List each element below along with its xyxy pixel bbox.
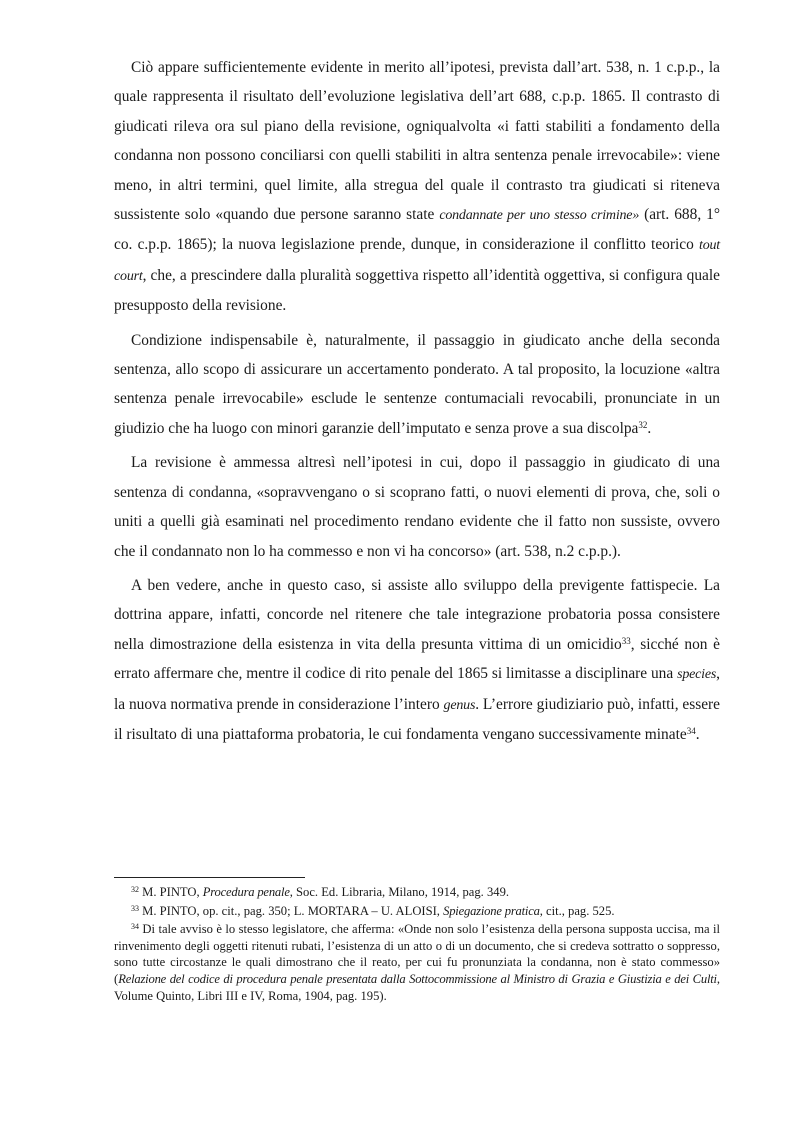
paragraph-text: . bbox=[647, 419, 652, 437]
paragraph-text: (art. 688, 1° co. c.p.p. 1865); la nuova legislazione prende, dunque, in considerazione il conflitto teorico bbox=[114, 206, 720, 254]
paragraph-text: La revisione è ammessa altresì nell’ipotesi in cui, dopo il passaggio in giudicato di una sentenza di condanna, «sopravvengano o si scoprano fatti, o nuovi elementi di prova, che, soli o uniti a quelli già esaminati nel procedimento rendano evidente che il fatto non sussiste, ovvero che il condannato non lo ha commesso e non vi ha concorso» (art. 538, n.2 c.p.p.). bbox=[114, 454, 720, 560]
footnote-ref-32[interactable]: 32 bbox=[638, 419, 648, 430]
document-body bbox=[114, 53, 720, 754]
footnote-text: , Soc. Ed. Libraria, Milano, 1914, pag. 349. bbox=[289, 885, 510, 899]
footnote-34 bbox=[114, 921, 720, 1004]
italic-quote: condannate per uno stesso crimine» bbox=[439, 208, 640, 224]
paragraph-4 bbox=[114, 571, 720, 749]
footnote-33 bbox=[114, 903, 720, 920]
footnote-number: 34 bbox=[131, 922, 139, 932]
footnote-text: M. PINTO, bbox=[139, 885, 203, 899]
footnote-text: Di tale avviso è lo stesso legislatore, che afferma: «Onde non solo l’esistenza della persona supposta uccisa, ma il rinvenimento degli oggetti ritenuti rubati, l’esistenza di un atto o di un documento, che si credeva sottratto o soppresso, sono tutte circostanze le quali dimostrano che il reato, per cui fu pronunziata la condanna, non è stato commesso» ( bbox=[114, 922, 720, 986]
footnote-ref-34[interactable]: 34 bbox=[686, 725, 696, 736]
paragraph-3 bbox=[114, 448, 720, 566]
footnote-italic: Spiegazione pratica bbox=[443, 903, 540, 918]
paragraph-text: . bbox=[695, 725, 700, 743]
footnote-32 bbox=[114, 884, 720, 901]
paragraph-2 bbox=[114, 326, 720, 444]
paragraph-text: A ben vedere, anche in questo caso, si assiste allo sviluppo della previgente fattispecie. La dottrina appare, infatti, concorde nel ritenere che tale integrazione probatoria possa consistere nella dimostrazione della esistenza in vita della presunta vittima di un omicidio bbox=[114, 576, 720, 653]
footnote-text: M. PINTO, op. cit., pag. 350; L. MORTARA – U. ALOISI, bbox=[139, 903, 444, 918]
footnote-italic: Relazione del codice di procedura penale presentata dalla Sottocommissione al Ministro di Grazia e Giustizia e dei Culti bbox=[118, 971, 717, 986]
footnote-text: , cit., pag. 525. bbox=[539, 903, 615, 918]
footnote-ref-33[interactable]: 33 bbox=[621, 635, 631, 646]
paragraph-text: , sicché non è errato affermare che, mentre il codice di rito penale del 1865 si limitasse a disciplinare una bbox=[114, 635, 720, 683]
paragraph-text: . L’errore giudiziario può, infatti, essere il risultato di una piattaforma probatoria, le cui fondamenta vengano successivamente minate bbox=[114, 695, 720, 743]
paragraph-text: Ciò appare sufficientemente evidente in merito all’ipotesi, prevista dall’art. 538, n. 1 c.p.p., la quale rappresenta il risultato dell’evoluzione legislativa dell’art 688, c.p.p. 1865. Il contrasto di giudicati rileva ora sul piano della revisione, ogniqualvolta «i fatti stabiliti a fondamento della condanna non possono conciliarsi con quelli stabiliti in altra sentenza penale irrevocabile»: viene meno, in altri termini, quel limite, alla stregua del quale il contrasto tra giudicati si riteneva sussistente solo «quando due persone saranno state bbox=[114, 59, 720, 224]
paragraph-text: Condizione indispensabile è, naturalmente, il passaggio in giudicato anche della seconda sentenza, allo scopo di assicurare un accertamento ponderato. A tal proposito, la locuzione «altra sentenza penale irrevocabile» esclude le sentenze contumaciali revocabili, pronunciate in un giudizio che ha luogo con minori garanzie dell’imputato e senza prove a sua discolpa bbox=[114, 331, 720, 437]
paragraph-text: , la nuova normativa prende in considerazione l’intero bbox=[114, 665, 720, 713]
paragraph-text: , che, a prescindere dalla pluralità soggettiva rispetto all’identità oggettiva, si configura quale presupposto della revisione. bbox=[114, 266, 720, 315]
footnote-divider bbox=[114, 877, 305, 878]
footnote-number: 33 bbox=[131, 903, 139, 913]
footnotes bbox=[114, 884, 720, 1006]
paragraph-1 bbox=[114, 53, 720, 321]
italic-term: species bbox=[677, 667, 717, 683]
footnote-text: , Volume Quinto, Libri III e IV, Roma, 1904, pag. 195). bbox=[114, 971, 720, 1003]
italic-term: tout court bbox=[114, 238, 720, 284]
italic-term: genus bbox=[443, 697, 476, 713]
footnote-italic: Procedura penale bbox=[202, 885, 290, 899]
footnote-number: 32 bbox=[131, 885, 139, 894]
